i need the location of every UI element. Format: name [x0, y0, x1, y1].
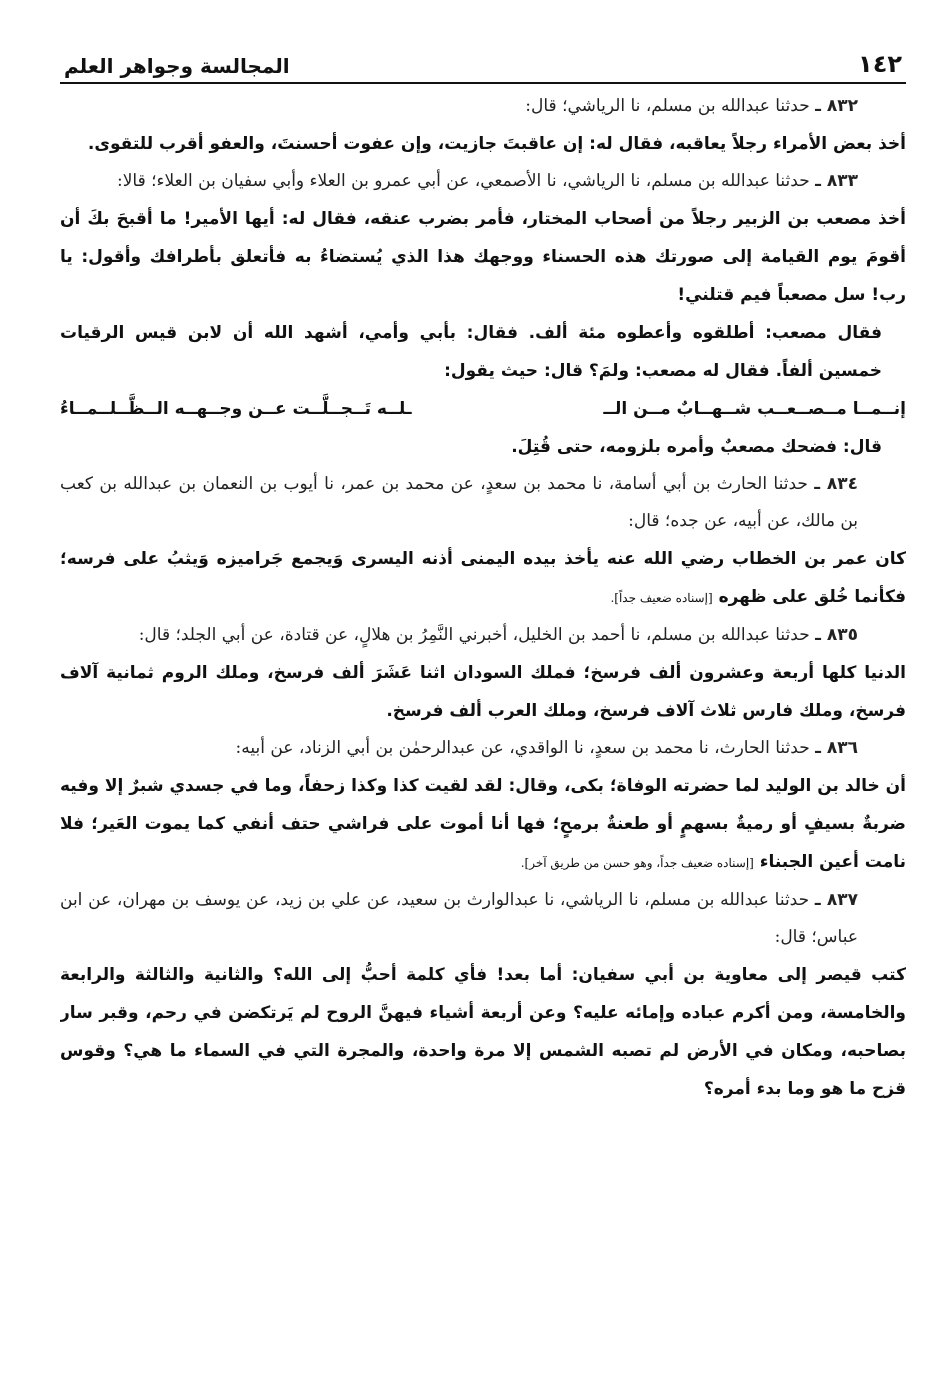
chain-text: حدثنا عبدالله بن مسلم، نا أحمد بن الخليل، أخبرني النَّمِرُ بن هلالٍ، عن قتادة، عن أبي الجلد؛ قال:: [138, 625, 810, 645]
hadith-836-text: [60, 767, 906, 882]
hadith-833-text-continued: فقال مصعب: أطلقوه وأعطوه مئة ألف. فقال: بأبي وأمي، أشهد الله أن لابن قيس الرقيات خمسين ألفاً. فقال له مصعب: ولمَ؟ قال: حيث يقول:: [60, 323, 882, 381]
hadith-833-ending: قال: فضحك مصعبٌ وأمره بلزومه، حتى قُتِلَ.: [511, 437, 882, 457]
hadith-835-text: الدنيا كلها أربعة وعشرون ألف فرسخ؛ فملك السودان اثنا عَشَرَ ألف فرسخ، وملك الروم ثمانية آلاف فرسخ، وملك فارس ثلاث آلاف فرسخ، وملك العرب ألف فرسخ.: [60, 663, 906, 721]
matn-text: أن خالد بن الوليد لما حضرته الوفاة؛ بكى، وقال: لقد لقيت كذا وكذا زحفاً، وما في جسدي شبرٌ إلا وفيه ضربةٌ بسيفٍ أو رميةٌ بسهمٍ أو طعنةٌ برمحٍ؛ فها أنا أموت على فراشي حتف أنفي كما يموت العَير؛ فلا نامت أعين الجبناء: [60, 776, 906, 872]
verse-second-hemistich: ـلــه تَــجــلَّــت عــن وجــهــه الــظَّــلــمــاءُ: [60, 399, 412, 419]
page-number: ١٤٢: [858, 50, 902, 78]
hadith-834-text: [60, 540, 906, 617]
hadith-835-chain: [60, 617, 906, 654]
hadith-832-text: أخذ بعض الأمراء رجلاً يعاقبه، فقال له: إن عاقبتَ جازيت، وإن عفوت أحسنتَ، والعفو أقرب للتقوى.: [87, 134, 906, 154]
chain-text: حدثنا الحارث، نا محمد بن سعدٍ، نا الواقدي، عن عبدالرحمٰن بن أبي الزناد، عن أبيه:: [235, 738, 810, 758]
verse-first-hemistich: إنــمــا مــصــعــب شــهــابٌ مــن الــ: [603, 399, 906, 419]
hadith-832-chain: [60, 88, 906, 125]
hadith-833-chain: [60, 163, 906, 200]
page-content: [60, 88, 906, 1368]
hadith-number: ٨٣٣ ـ: [815, 171, 858, 191]
hadith-833-text: أخذ مصعب بن الزبير رجلاً من أصحاب المختار، فأمر بضرب عنقه، فقال له: أيها الأمير! ما أقبحَ بكَ أن أقومَ يوم القيامة إلى صورتك هذه الحسناء ووجهك هذا الذي يُستضاءُ به فأتعلق بأطرافك وأقول: يا رب! سل مصعباً فيم قتلني!: [60, 209, 906, 305]
chain-text: حدثنا عبدالله بن مسلم، نا الرياشي، نا عبدالوارث بن سعيد، عن علي بن زيد، عن يوسف بن مهران، عن ابن عباس؛ قال:: [60, 890, 858, 947]
hadith-number: ٨٣٥ ـ: [815, 625, 858, 645]
poem-verse: [60, 390, 906, 428]
hadith-number: ٨٣٦ ـ: [815, 738, 858, 758]
hadith-836-chain: [60, 730, 906, 767]
hadith-number: ٨٣٢ ـ: [815, 96, 858, 116]
grading-note: [إسناده ضعيف جداً، وهو حسن من طريق آخر].: [520, 856, 754, 870]
matn-text: كان عمر بن الخطاب رضي الله عنه يأخذ بيده اليمنى أذنه اليسرى وَيجمع جَراميزه وَيثبُ على فرسه؛ فكأنما خُلق على ظهره: [60, 549, 906, 607]
book-page: [60, 48, 906, 1368]
book-title: المجالسة وجواهر العلم: [64, 54, 290, 78]
chain-text: حدثنا عبدالله بن مسلم، نا الرياشي، نا الأصمعي، عن أبي عمرو بن العلاء وأبي سفيان بن العلاء؛ قالا:: [117, 171, 810, 191]
hadith-837-chain: [60, 882, 906, 956]
hadith-number: ٨٣٤ ـ: [814, 474, 858, 494]
hadith-number: ٨٣٧ ـ: [814, 890, 858, 910]
hadith-837-text: كتب قيصر إلى معاوية بن أبي سفيان: أما بعد! فأي كلمة أحبُّ إلى الله؟ والثانية والثالثة والرابعة والخامسة، ومن أكرم عباده وإمائه عليه؟ وعن أربعة أشياء فيهنَّ الروح لم يَرتكضن في رحم، وقبر سار بصاحبه، ومكان في الأرض لم تصبه الشمس إلا مرة واحدة، والمجرة التي في السماء ما هي؟ وقوس قزح ما هو وما بدء أمره؟: [60, 965, 906, 1099]
chain-text: حدثنا عبدالله بن مسلم، نا الرياشي؛ قال:: [525, 96, 810, 116]
hadith-834-chain: [60, 466, 906, 540]
page-header: [60, 48, 906, 84]
grading-note: [إسناده ضعيف جداً].: [610, 591, 713, 605]
chain-text: حدثنا الحارث بن أبي أسامة، نا محمد بن سعدٍ، عن محمد بن عمر، نا أيوب بن النعمان بن عبدالله بن كعب بن مالك، عن أبيه، عن جده؛ قال:: [60, 474, 858, 531]
